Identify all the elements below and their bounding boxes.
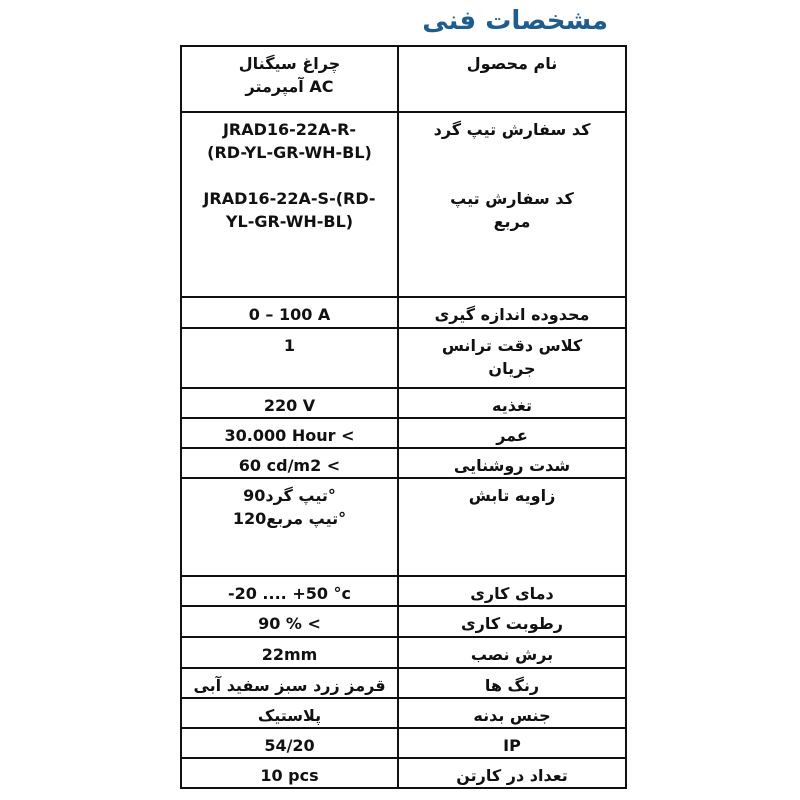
- spec-value-panel-cutout: 22mm: [181, 637, 398, 668]
- spec-value-measurement-range: 0 – 100 A: [181, 297, 398, 328]
- spec-value-operating-temperature: -20 .... +50 °c: [181, 576, 398, 606]
- table-row: [181, 606, 626, 637]
- spec-label-ip-rating: IP: [398, 728, 626, 758]
- table-row: [181, 478, 626, 576]
- page-title: مشخصات فنی: [422, 6, 608, 36]
- spec-label-panel-cutout: برش نصب: [398, 637, 626, 668]
- spec-label-beam-angle: زاویه تابش: [398, 478, 626, 576]
- spec-label-body-material: جنس بدنه: [398, 698, 626, 728]
- table-row: [181, 698, 626, 728]
- spec-value-accuracy-class: 1: [181, 328, 398, 388]
- spec-value-body-material: پلاستیک: [181, 698, 398, 728]
- spec-label-measurement-range: محدوده اندازه گیری: [398, 297, 626, 328]
- table-row: [181, 668, 626, 698]
- spec-label-product-name: نام محصول: [398, 46, 626, 112]
- spec-table: [180, 45, 627, 789]
- table-row: [181, 388, 626, 418]
- spec-label-accuracy-class: کلاس دقت ترانس جریان: [398, 328, 626, 388]
- spec-value-lifetime: 30.000 Hour <: [181, 418, 398, 448]
- spec-label-operating-temperature: دمای کاری: [398, 576, 626, 606]
- spec-value-carton-qty: 10 pcs: [181, 758, 398, 788]
- table-row: [181, 297, 626, 328]
- table-row: [181, 448, 626, 478]
- table-row: [181, 328, 626, 388]
- spec-label-lifetime: عمر: [398, 418, 626, 448]
- table-row: [181, 637, 626, 668]
- table-row: [181, 758, 626, 788]
- table-row: [181, 576, 626, 606]
- spec-label-operating-humidity: رطوبت کاری: [398, 606, 626, 637]
- spec-value-brightness: 60 cd/m2 <: [181, 448, 398, 478]
- table-row: [181, 112, 626, 297]
- spec-value-product-name: چراغ سیگنال آمپرمتر AC: [181, 46, 398, 112]
- spec-value-order-code: JRAD16-22A-R- (RD-YL-GR-WH-BL) JRAD16-22A-S-(RD- YL-GR-WH-BL): [181, 112, 398, 297]
- spec-label-brightness: شدت روشنایی: [398, 448, 626, 478]
- table-row: [181, 728, 626, 758]
- spec-label-order-code: کد سفارش تیپ گرد کد سفارش تیپ مربع: [398, 112, 626, 297]
- table-row: [181, 418, 626, 448]
- spec-label-colors: رنگ ها: [398, 668, 626, 698]
- spec-value-colors: قرمز زرد سبز سفید آبی: [181, 668, 398, 698]
- spec-label-power-supply: تغذیه: [398, 388, 626, 418]
- spec-value-operating-humidity: 90 % <: [181, 606, 398, 637]
- table-row: [181, 46, 626, 112]
- spec-value-ip-rating: 54/20: [181, 728, 398, 758]
- spec-label-carton-qty: تعداد در کارتن: [398, 758, 626, 788]
- spec-value-beam-angle: تیپ گرد90° تیپ مربع120°: [181, 478, 398, 576]
- spec-value-power-supply: 220 V: [181, 388, 398, 418]
